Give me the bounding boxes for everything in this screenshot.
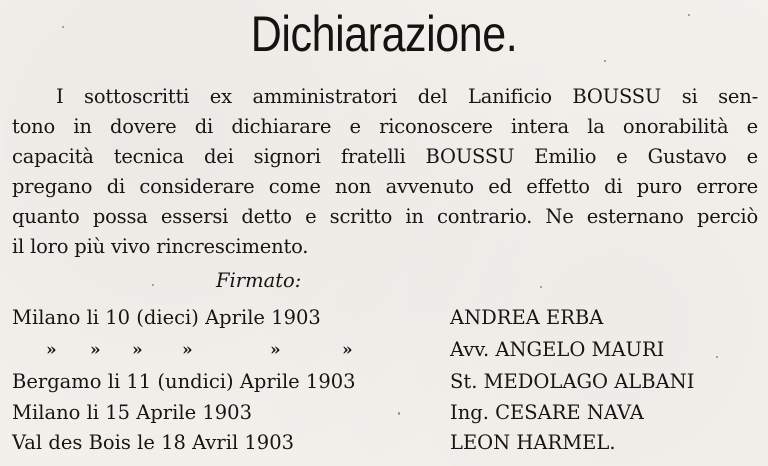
signatory-name: Ing. CESARE NAVA <box>450 401 644 424</box>
print-speck <box>62 26 64 28</box>
paragraph-line: capacità tecnica dei signori fratelli BOUSSU Emilio e Gustavo e <box>12 145 758 168</box>
signature-row <box>12 367 758 397</box>
signature-row <box>12 398 758 428</box>
declaration-paragraph <box>12 82 758 262</box>
signature-row <box>12 428 758 458</box>
print-speck <box>604 60 606 62</box>
ditto-marks <box>12 335 372 365</box>
print-speck <box>716 356 718 358</box>
paragraph-line: quanto possa essersi detto e scritto in contrario. Ne esternano perciò <box>12 205 758 228</box>
print-speck <box>540 286 542 288</box>
paragraph-line: il loro più vivo rincrescimento. <box>12 235 309 258</box>
ditto-mark: » <box>132 340 143 360</box>
signature-place-date: Bergamo li 11 (undici) Aprile 1903 <box>12 370 356 393</box>
signature-row <box>12 335 758 365</box>
signature-place-date: Milano li 15 Aprile 1903 <box>12 401 252 424</box>
paragraph-line: I sottoscritti ex amministratori del Lanificio BOUSSU si sen- <box>56 85 758 108</box>
ditto-mark: » <box>182 340 193 360</box>
signature-place-date: Val des Bois le 18 Avril 1903 <box>12 431 295 454</box>
signatory-name: LEON HARMEL. <box>450 431 616 454</box>
paragraph-line: pregano di considerare come non avvenuto ed effetto di puro errore <box>12 175 758 198</box>
paragraph-line: tono in dovere di dichiarare e riconoscere intera la onorabilità e <box>12 115 758 138</box>
document-title: Dichiarazione. <box>250 6 518 62</box>
signature-place-date: Milano li 10 (dieci) Aprile 1903 <box>12 306 321 329</box>
signatory-name: ANDREA ERBA <box>450 306 604 329</box>
signatory-name: Avv. ANGELO MAURI <box>450 338 665 361</box>
ditto-mark: » <box>270 340 281 360</box>
ditto-mark: » <box>90 340 101 360</box>
signed-label: Firmato: <box>216 269 302 292</box>
signature-row <box>12 303 758 333</box>
signatory-name: St. MEDOLAGO ALBANI <box>450 370 695 393</box>
print-speck <box>152 284 154 286</box>
print-speck <box>688 14 690 16</box>
ditto-mark: » <box>342 340 353 360</box>
ditto-mark: » <box>46 340 57 360</box>
print-speck <box>398 412 400 415</box>
